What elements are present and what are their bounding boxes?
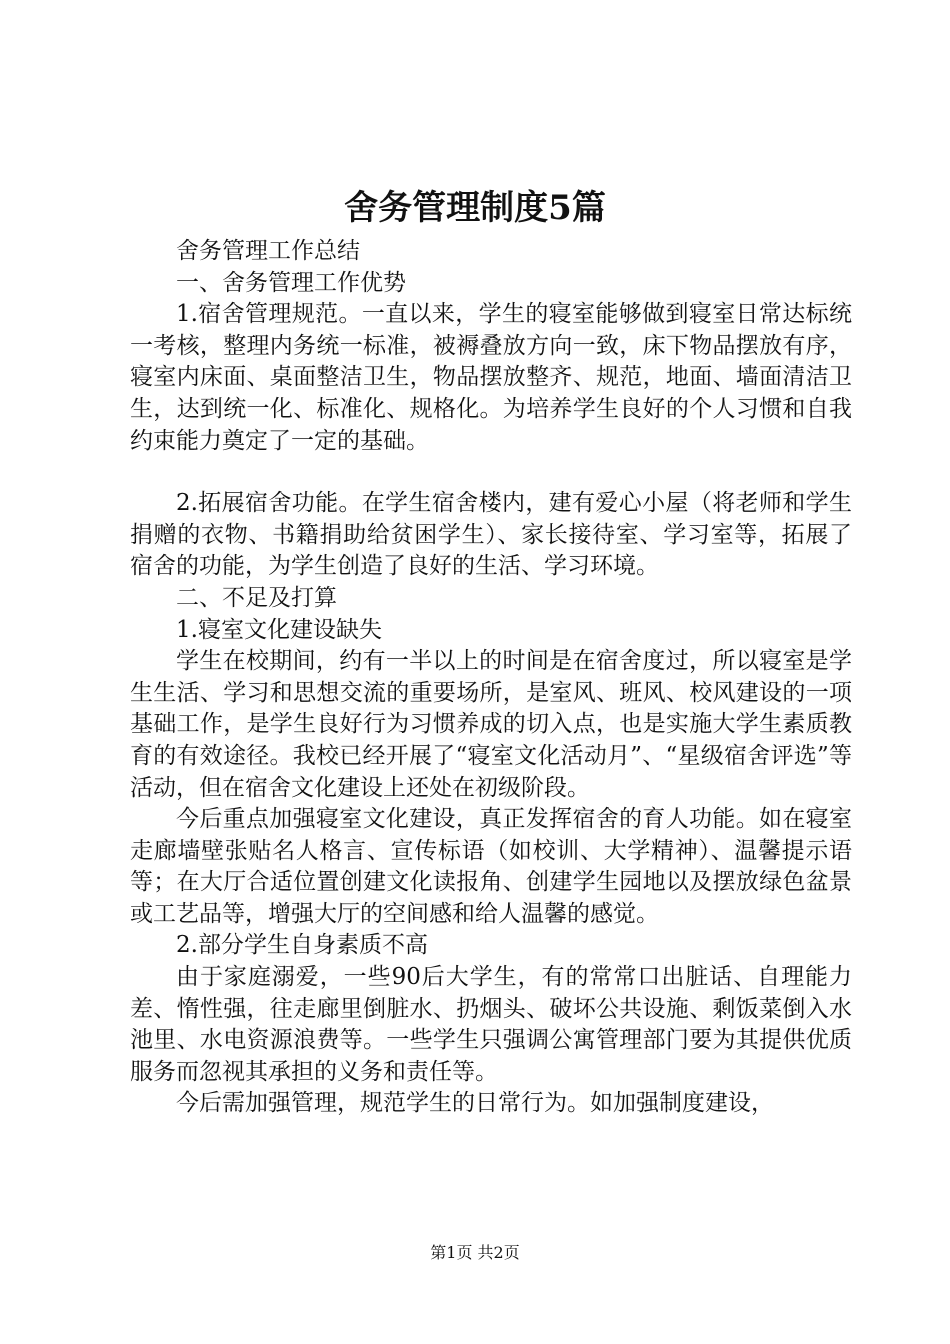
paragraph: 今后需加强管理，规范学生的日常行为。如加强制度建设， [176,1090,774,1117]
paragraph: 学生在校期间，约有一半以上的时间是在宿舍度过，所以寝室是学生生活、学习和思想交流的重要场所，是室风、班风、校风建设的一项基础工作，是学生良好行为习惯养成的切入点，也是实施大学生素质教育的有效途径。我校已经开展了“寝室文化活动月”、“星级宿舍评选”等活动，但在宿舍文化建设上还处在初级阶段。 [130,648,852,801]
document-title: 舍务管理制度5篇 [344,188,606,228]
section-heading: 二、不足及打算 [176,584,337,611]
subsection-heading: 2.部分学生自身素质不高 [176,932,428,959]
paragraph-heading: 舍务管理工作总结 [176,238,360,264]
paragraph: 1.宿舍管理规范。一直以来，学生的寝室能够做到寝室日常达标统一考核，整理内务统一标准，被褥叠放方向一致，床下物品摆放有序，寝室内床面、桌面整洁卫生，物品摆放整齐、规范，地面、墙面清洁卫生，达到统一化、标准化、规格化。为培养学生良好的个人习惯和自我约束能力奠定了一定的基础。 [130,301,852,454]
document-body [130,236,852,1120]
paragraph: 2.拓展宿舍功能。在学生宿舍楼内，建有爱心小屋（将老师和学生捐赠的衣物、书籍捐助给贫困学生）、家长接待室、学习室等，拓展了宿舍的功能，为学生创造了良好的生活、学习环境。 [130,490,852,580]
paragraph-gap [130,457,852,488]
paragraph: 由于家庭溺爱，一些90后大学生，有的常常口出脏话、自理能力差、惰性强，往走廊里倒脏水、扔烟头、破坏公共设施、剩饭菜倒入水池里、水电资源浪费等。一些学生只强调公寓管理部门要为其提供优质服务而忽视其承担的义务和责任等。 [130,964,852,1085]
subsection-heading: 1.寝室文化建设缺失 [176,616,382,643]
page-number-footer: 第1页 共2页 [430,1243,520,1262]
paragraph: 今后重点加强寝室文化建设，真正发挥宿舍的育人功能。如在寝室走廊墙壁张贴名人格言、宣传标语（如校训、大学精神）、温馨提示语等；在大厅合适位置创建文化读报角、创建学生园地以及摆放绿色盆景或工艺品等，增强大厅的空间感和给人温馨的感觉。 [130,806,852,927]
section-heading: 一、舍务管理工作优势 [176,269,406,296]
